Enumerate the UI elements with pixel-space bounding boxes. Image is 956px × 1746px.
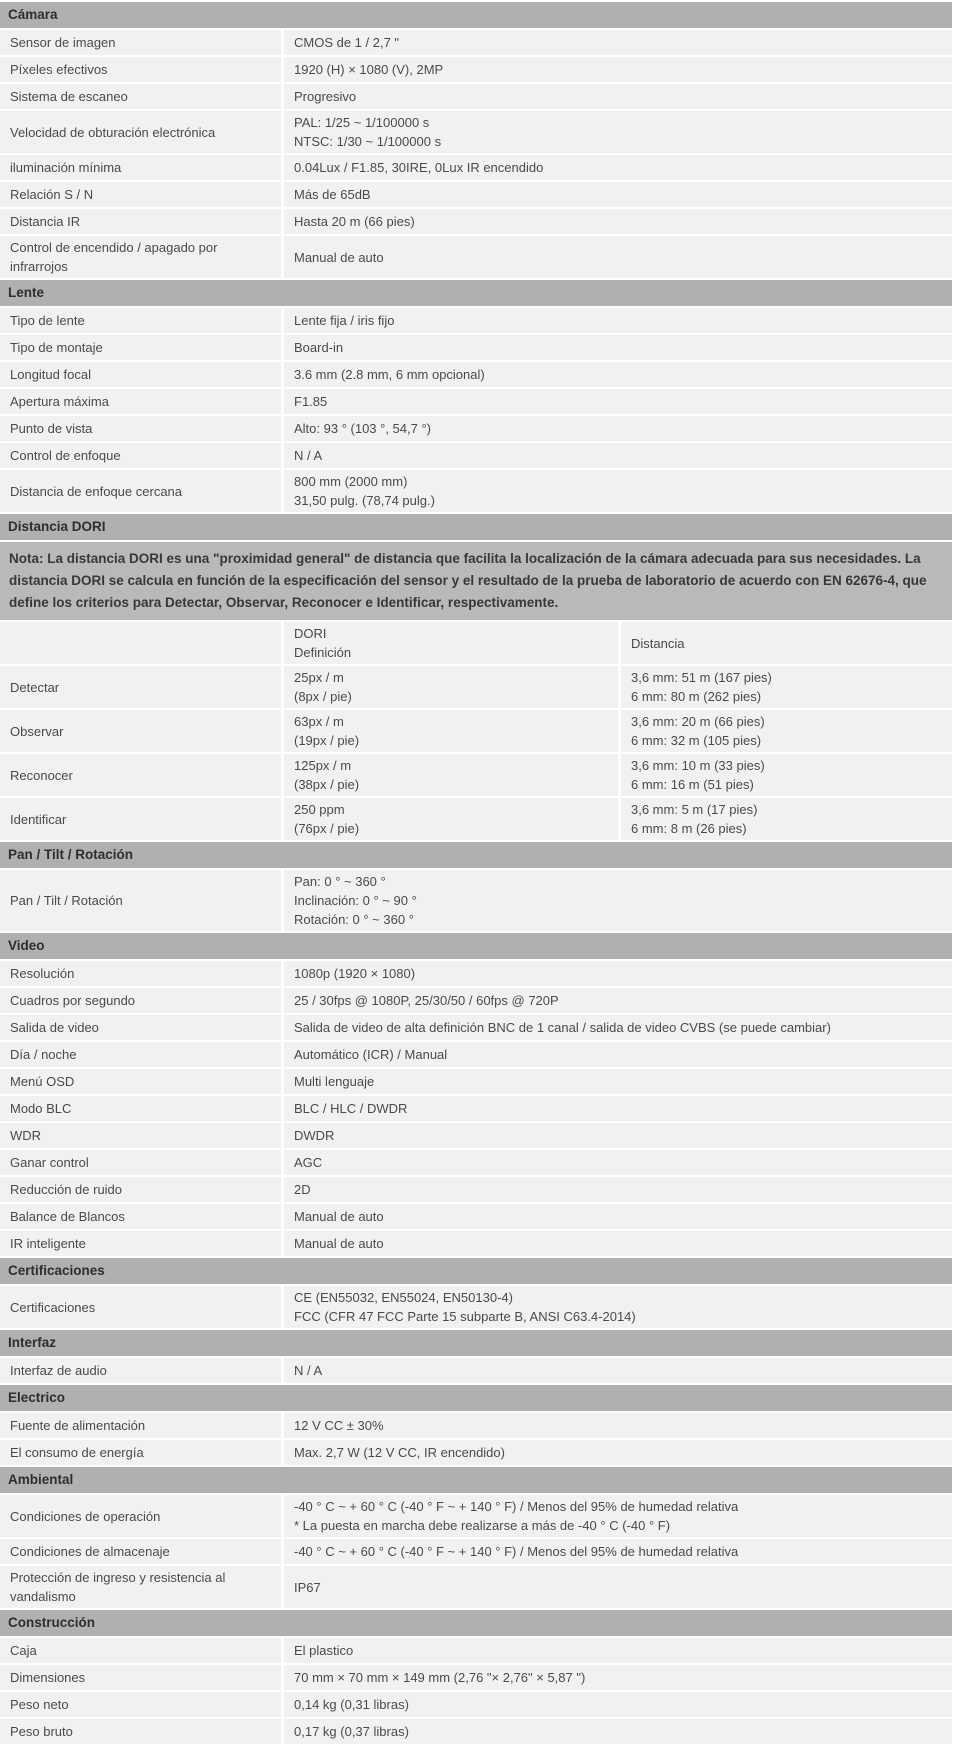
spec-row-label: Control de encendido / apagado por infrarrojos [10, 240, 218, 274]
spec-row-value-cell-line: Multi lenguaje [294, 1074, 375, 1089]
spec-row-label-cell [0, 308, 281, 333]
spec-row-value-cell-line: CE (EN55032, EN55024, EN50130-4) [294, 1290, 513, 1305]
spec-row-value-cell [284, 1665, 952, 1690]
spec-row-label: Tipo de montaje [10, 340, 103, 355]
spec-row-value-cell-line: Board-in [294, 340, 344, 355]
spec-row-value-cell-line: 1920 (H) × 1080 (V), 2MP [294, 62, 444, 77]
spec-row-label-cell [0, 1042, 281, 1067]
spec-row-value-cell-line: Manual de auto [294, 1236, 384, 1251]
dori-row-distance-cell-line: 3,6 mm: 5 m (17 pies) [631, 802, 758, 817]
spec-row-value-cell [284, 1286, 952, 1328]
spec-row [0, 389, 952, 414]
spec-row-value-cell-line: -40 ° C ~ + 60 ° C (-40 ° F ~ + 140 ° F) / Menos del 95% de humedad relativa [294, 1499, 739, 1514]
spec-row-label-cell [0, 1692, 281, 1717]
spec-row-label: IR inteligente [10, 1236, 86, 1251]
section-header-2: Distancia DORI [0, 514, 952, 540]
spec-row-value-cell [284, 1015, 952, 1040]
spec-row-label: Punto de vista [10, 421, 93, 436]
dori-header-distance-label: Distancia [631, 635, 685, 651]
spec-row-value-cell [284, 1495, 952, 1537]
spec-row [0, 1665, 952, 1690]
spec-row [0, 84, 952, 109]
spec-row [0, 1231, 952, 1256]
spec-row [0, 1150, 952, 1175]
spec-row [0, 57, 952, 82]
spec-row-value-cell [284, 961, 952, 986]
spec-row-label-cell [0, 1177, 281, 1202]
spec-row-label: Reducción de ruido [10, 1182, 123, 1197]
spec-row-value-cell-line: * La puesta en marcha debe realizarse a más de -40 ° C (-40 ° F) [294, 1518, 671, 1533]
dori-row-definition-cell [284, 754, 618, 796]
spec-row [0, 1096, 952, 1121]
section-header-0: Cámara [0, 2, 952, 28]
spec-row-label-cell [0, 1440, 281, 1465]
spec-row-label-cell [0, 1231, 281, 1256]
spec-row-value-cell-line: Max. 2,7 W (12 V CC, IR encendido) [294, 1445, 505, 1460]
dori-row-definition-cell-line: 63px / m [294, 714, 344, 729]
dori-row-distance-cell [621, 798, 952, 840]
spec-row-value-cell-line: Hasta 20 m (66 pies) [294, 214, 415, 229]
section-header-8: Ambiental [0, 1467, 952, 1493]
spec-row-value-cell-line: AGC [294, 1155, 323, 1170]
spec-row-value-cell [284, 1204, 952, 1229]
dori-table-row [0, 754, 952, 796]
spec-row-label: Dimensiones [10, 1670, 86, 1685]
spec-row-label-cell [0, 961, 281, 986]
spec-row-value-cell [284, 1719, 952, 1744]
spec-row-value-cell-line: 800 mm (2000 mm) [294, 474, 408, 489]
spec-row-value-cell [284, 1358, 952, 1383]
section-header-5: Certificaciones [0, 1258, 952, 1284]
spec-row-value-cell [284, 57, 952, 82]
dori-header-definition-cell [284, 622, 618, 664]
dori-row-label: Identificar [10, 811, 67, 827]
dori-row-distance-cell-line: 6 mm: 16 m (51 pies) [631, 777, 754, 792]
spec-row-label: Peso bruto [10, 1724, 73, 1739]
section-header-6: Interfaz [0, 1330, 952, 1356]
spec-row-value-cell [284, 988, 952, 1013]
spec-row-value-cell-line: CMOS de 1 / 2,7 " [294, 35, 400, 50]
spec-row-value-cell-line: -40 ° C ~ + 60 ° C (-40 ° F ~ + 140 ° F) / Menos del 95% de humedad relativa [294, 1544, 739, 1559]
spec-row-label: Fuente de alimentación [10, 1418, 146, 1433]
spec-row-label-cell [0, 443, 281, 468]
spec-row-label-cell [0, 30, 281, 55]
spec-row-value-cell-line: 12 V CC ± 30% [294, 1418, 384, 1433]
spec-row-label: Día / noche [10, 1047, 77, 1062]
spec-row-label-cell [0, 57, 281, 82]
spec-row-label: WDR [10, 1128, 42, 1143]
spec-row-value-cell-line: 0,14 kg (0,31 libras) [294, 1697, 409, 1712]
dori-note: Nota: La distancia DORI es una "proximidad general" de distancia que facilita la localización de la cámara adecuada para sus necesidades. La distancia DORI se calcula en función de la especificación del sensor y el resultado de la prueba de laboratorio de acuerdo con EN 62676-4, que define los criterios para Detectar, Observar, Reconocer e Identificar, respectivamente. [0, 542, 952, 620]
spec-row-label-cell [0, 1015, 281, 1040]
dori-header-distance-cell [621, 622, 952, 664]
spec-row-value-cell [284, 416, 952, 441]
section-header-3: Pan / Tilt / Rotación [0, 842, 952, 868]
spec-row-label-cell [0, 416, 281, 441]
spec-row-label-cell [0, 236, 281, 278]
dori-row-definition-cell-line: 125px / m [294, 758, 352, 773]
section-header-9: Construcción [0, 1610, 952, 1636]
spec-row-label: Distancia IR [10, 214, 81, 229]
spec-row-label: Peso neto [10, 1697, 69, 1712]
dori-row-distance-cell-line: 3,6 mm: 51 m (167 pies) [631, 670, 772, 685]
spec-row [0, 1015, 952, 1040]
dori-table-header-row [0, 622, 952, 664]
spec-row-value-cell-line: Más de 65dB [294, 187, 371, 202]
spec-row-value-cell [284, 111, 952, 153]
spec-row-value-cell [284, 1069, 952, 1094]
spec-row-label-cell [0, 1286, 281, 1328]
spec-row [0, 182, 952, 207]
spec-row-label: Pan / Tilt / Rotación [10, 893, 123, 908]
spec-row-label: Menú OSD [10, 1074, 75, 1089]
spec-row [0, 1539, 952, 1564]
spec-row-label-cell [0, 988, 281, 1013]
spec-row-label-cell [0, 1069, 281, 1094]
spec-row-label: Caja [10, 1643, 37, 1658]
spec-row [0, 1495, 952, 1537]
spec-row-value-cell-line: 31,50 pulg. (78,74 pulg.) [294, 493, 435, 508]
spec-row-value-cell [284, 1692, 952, 1717]
spec-row-label: Resolución [10, 966, 75, 981]
spec-row-label: Distancia de enfoque cercana [10, 483, 183, 499]
spec-row-label: El consumo de energía [10, 1445, 144, 1460]
spec-row-value-cell [284, 470, 952, 512]
spec-row [0, 416, 952, 441]
spec-row [0, 1719, 952, 1744]
spec-row-value-cell-line: Alto: 93 ° (103 °, 54,7 °) [294, 421, 432, 436]
spec-row-label: Control de enfoque [10, 448, 121, 463]
spec-row [0, 1413, 952, 1438]
spec-row-value-cell [284, 1150, 952, 1175]
dori-row-distance-cell [621, 710, 952, 752]
spec-row-label: Salida de video [10, 1020, 99, 1035]
spec-row-value-cell [284, 308, 952, 333]
spec-row [0, 308, 952, 333]
spec-row [0, 961, 952, 986]
spec-row-value-cell-line: Manual de auto [294, 1209, 384, 1224]
spec-row-value-cell [284, 84, 952, 109]
spec-row-value-cell [284, 30, 952, 55]
spec-row-value-cell-line: IP67 [294, 1579, 321, 1595]
spec-row-label-cell [0, 209, 281, 234]
dori-row-distance-cell-line: 3,6 mm: 10 m (33 pies) [631, 758, 765, 773]
spec-row-label: Píxeles efectivos [10, 62, 108, 77]
spec-row-value-cell-line: 25 / 30fps @ 1080P, 25/30/50 / 60fps @ 720P [294, 993, 559, 1008]
spec-row-label-cell [0, 1123, 281, 1148]
dori-table-row [0, 798, 952, 840]
dori-table-row [0, 710, 952, 752]
dori-row-label-cell [0, 710, 281, 752]
spec-row-label: Relación S / N [10, 187, 94, 202]
spec-row-value-cell [284, 236, 952, 278]
dori-row-definition-cell-line: (76px / pie) [294, 821, 360, 836]
spec-row-label: Certificaciones [10, 1299, 96, 1315]
spec-row-value-cell-line: 70 mm × 70 mm × 149 mm (2,76 "× 2,76" × 5,87 ") [294, 1670, 586, 1685]
spec-row-value-cell [284, 209, 952, 234]
dori-row-definition-cell-line: 250 ppm [294, 802, 345, 817]
spec-row-value-cell-line: Pan: 0 ° ~ 360 ° [294, 874, 386, 889]
spec-row-label: Velocidad de obturación electrónica [10, 124, 216, 140]
dori-row-definition-cell [284, 798, 618, 840]
spec-row-label-cell [0, 870, 281, 931]
spec-row-value-cell-line: 1080p (1920 × 1080) [294, 966, 416, 981]
spec-row-label-cell [0, 470, 281, 512]
spec-row-value-cell [284, 389, 952, 414]
spec-row [0, 1286, 952, 1328]
spec-row-value-cell-line: Automático (ICR) / Manual [294, 1047, 448, 1062]
spec-row-label: Sistema de escaneo [10, 89, 128, 104]
spec-row-value-cell-line: Progresivo [294, 89, 357, 104]
spec-row [0, 1638, 952, 1663]
spec-row-label-cell [0, 84, 281, 109]
section-header-1: Lente [0, 280, 952, 306]
spec-row-value-cell-line: PAL: 1/25 ~ 1/100000 s [294, 115, 430, 130]
spec-row-value-cell-line: N / A [294, 1363, 323, 1378]
spec-row-value-cell [284, 870, 952, 931]
spec-row [0, 443, 952, 468]
spec-row-label-cell [0, 1204, 281, 1229]
dori-row-label-cell [0, 666, 281, 708]
spec-row-label: Cuadros por segundo [10, 993, 136, 1008]
spec-row [0, 1042, 952, 1067]
spec-row-label: Modo BLC [10, 1101, 72, 1116]
spec-row-label-cell [0, 1638, 281, 1663]
spec-row-value-cell-line: NTSC: 1/30 ~ 1/100000 s [294, 134, 442, 149]
spec-row-label-cell [0, 1539, 281, 1564]
spec-row [0, 1566, 952, 1608]
spec-row-label: Protección de ingreso y resistencia al vandalismo [10, 1570, 226, 1604]
spec-row-value-cell-line: Rotación: 0 ° ~ 360 ° [294, 912, 414, 927]
spec-row-value-cell [284, 1638, 952, 1663]
spec-row-label-cell [0, 1566, 281, 1608]
spec-row-value-cell [284, 1042, 952, 1067]
spec-row-label: Sensor de imagen [10, 35, 116, 50]
spec-row-value-cell [284, 1177, 952, 1202]
spec-row-label-cell [0, 389, 281, 414]
spec-row-value-cell-line: BLC / HLC / DWDR [294, 1101, 408, 1116]
dori-row-distance-cell [621, 666, 952, 708]
spec-row-label: Condiciones de operación [10, 1508, 161, 1524]
spec-row-value-cell [284, 1231, 952, 1256]
spec-row-value-cell-line: 2D [294, 1182, 311, 1197]
spec-row-label-cell [0, 1096, 281, 1121]
spec-row-value-cell [284, 1440, 952, 1465]
spec-row-value-cell [284, 1539, 952, 1564]
spec-row [0, 209, 952, 234]
spec-row-value-cell [284, 1413, 952, 1438]
dori-header-empty-cell [0, 622, 281, 664]
spec-row [0, 1440, 952, 1465]
dori-row-definition-cell [284, 710, 618, 752]
spec-row [0, 236, 952, 278]
spec-row-label-cell [0, 1150, 281, 1175]
spec-row-label-cell [0, 182, 281, 207]
spec-row [0, 1692, 952, 1717]
spec-row-value-cell [284, 1566, 952, 1608]
dori-row-distance-cell [621, 754, 952, 796]
spec-row-value-cell-line: Inclinación: 0 ° ~ 90 ° [294, 893, 417, 908]
spec-row-label-cell [0, 1413, 281, 1438]
spec-row-label: Tipo de lente [10, 313, 85, 328]
dori-row-distance-cell-line: 6 mm: 8 m (26 pies) [631, 821, 747, 836]
spec-row-value-cell-line: Salida de video de alta definición BNC de 1 canal / salida de video CVBS (se puede cambiar) [294, 1020, 831, 1035]
spec-row-label-cell [0, 1358, 281, 1383]
spec-row-value-cell-line: Manual de auto [294, 249, 384, 265]
dori-row-definition-cell-line: (19px / pie) [294, 733, 360, 748]
dori-header-definition-cell-line: Definición [294, 645, 352, 660]
dori-row-distance-cell-line: 6 mm: 80 m (262 pies) [631, 689, 762, 704]
spec-row-label: Balance de Blancos [10, 1209, 125, 1224]
dori-row-distance-cell-line: 3,6 mm: 20 m (66 pies) [631, 714, 765, 729]
spec-row [0, 1069, 952, 1094]
spec-row-value-cell-line: DWDR [294, 1128, 335, 1143]
section-header-4: Video [0, 933, 952, 959]
spec-row [0, 335, 952, 360]
spec-row-value-cell-line: F1.85 [294, 394, 328, 409]
dori-row-definition-cell [284, 666, 618, 708]
spec-row-value-cell [284, 335, 952, 360]
dori-row-label: Reconocer [10, 767, 73, 783]
spec-row [0, 1204, 952, 1229]
spec-row-value-cell-line: 3.6 mm (2.8 mm, 6 mm opcional) [294, 367, 485, 382]
dori-row-label-cell [0, 798, 281, 840]
dori-header-definition-cell-line: DORI [294, 626, 327, 641]
spec-row-value-cell [284, 155, 952, 180]
spec-row-value-cell [284, 1123, 952, 1148]
spec-row-value-cell-line: N / A [294, 448, 323, 463]
dori-row-definition-cell-line: (38px / pie) [294, 777, 360, 792]
spec-row [0, 155, 952, 180]
dori-row-distance-cell-line: 6 mm: 32 m (105 pies) [631, 733, 762, 748]
spec-row-label: Longitud focal [10, 367, 91, 382]
spec-row [0, 870, 952, 931]
spec-row-value-cell-line: El plastico [294, 1643, 354, 1658]
spec-row-value-cell [284, 182, 952, 207]
dori-table-row [0, 666, 952, 708]
spec-row-value-cell-line: FCC (CFR 47 FCC Parte 15 subparte B, ANSI C63.4-2014) [294, 1309, 636, 1324]
spec-row [0, 30, 952, 55]
spec-row-label-cell [0, 1665, 281, 1690]
spec-row-label-cell [0, 1495, 281, 1537]
spec-row-value-cell [284, 1096, 952, 1121]
spec-row [0, 111, 952, 153]
spec-row-value-cell-line: Lente fija / iris fijo [294, 313, 395, 328]
spec-row-value-cell [284, 443, 952, 468]
spec-row-value-cell [284, 362, 952, 387]
spec-row-label-cell [0, 1719, 281, 1744]
dori-row-definition-cell-line: (8px / pie) [294, 689, 352, 704]
spec-row-label: iluminación mínima [10, 160, 122, 175]
spec-row-label: Interfaz de audio [10, 1363, 107, 1378]
dori-row-label-cell [0, 754, 281, 796]
dori-row-definition-cell-line: 25px / m [294, 670, 344, 685]
spec-row-label-cell [0, 111, 281, 153]
spec-row-label-cell [0, 335, 281, 360]
spec-row-label: Apertura máxima [10, 394, 109, 409]
spec-row-label: Ganar control [10, 1155, 89, 1170]
spec-row [0, 470, 952, 512]
spec-row-label-cell [0, 155, 281, 180]
section-header-7: Electrico [0, 1385, 952, 1411]
spec-row-value-cell-line: 0.04Lux / F1.85, 30IRE, 0Lux IR encendido [294, 160, 544, 175]
spec-row [0, 1358, 952, 1383]
spec-row [0, 988, 952, 1013]
spec-row-label: Condiciones de almacenaje [10, 1544, 170, 1559]
spec-row [0, 362, 952, 387]
spec-row-label-cell [0, 362, 281, 387]
dori-row-label: Detectar [10, 679, 60, 695]
spec-row [0, 1177, 952, 1202]
dori-row-label: Observar [10, 723, 64, 739]
spec-row-value-cell-line: 0,17 kg (0,37 libras) [294, 1724, 409, 1739]
spec-row [0, 1123, 952, 1148]
